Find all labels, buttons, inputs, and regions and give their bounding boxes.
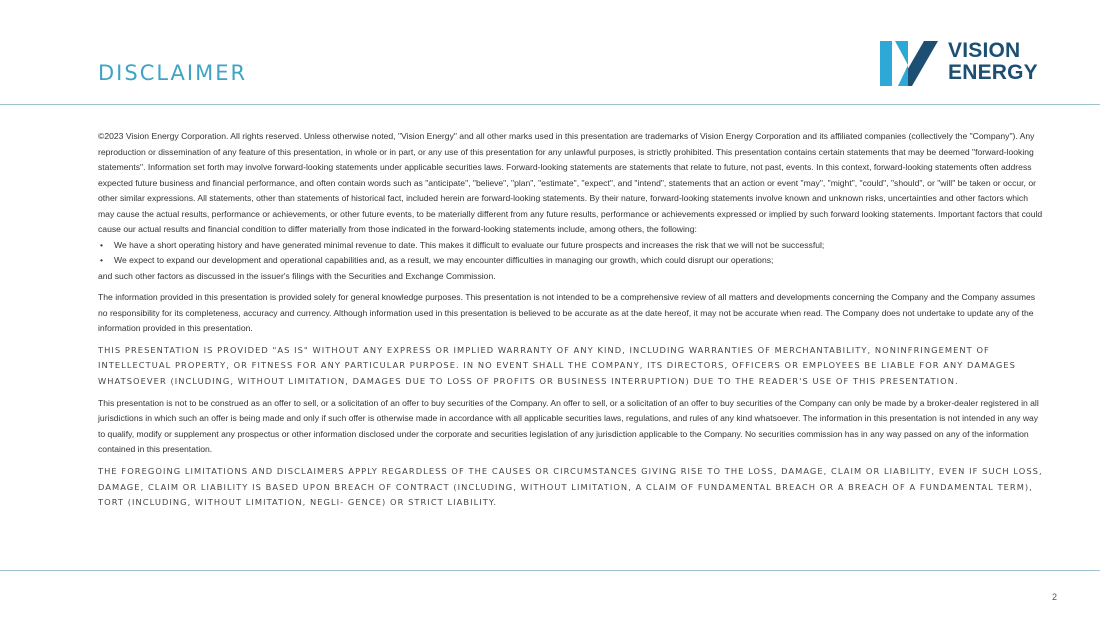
after-bullets-text: and such other factors as discussed in the issuer's filings with the Securities and Exchange Commission. <box>98 270 496 281</box>
logo-line-2: ENERGY <box>948 61 1038 84</box>
limitations-paragraph: THE FOREGOING LIMITATIONS AND DISCLAIMERS APPLY REGARDLESS OF THE CAUSES OR CIRCUMSTANCES GIVING RISE TO THE LOSS, DAMAGE, CLAIM OR LIABILITY, EVEN IF SUCH LOSS, DAMAGE, CLAIM OR LIABILITY IS BASED UPON BREACH OF CONTRACT (INCLUDING, WITHOUT LIMITATION, A CLAIM OF FUNDAMENTAL BREACH OR A BREACH OF A FUNDAMENTAL TERM), TORT (INCLUDING, WITHOUT LIMITATION, NEGLI- GENCE) OR STRICT LIABILITY. <box>98 465 1043 508</box>
intro-paragraph: ©2023 Vision Energy Corporation. All rights reserved. Unless otherwise noted, "Vision Energy" and all other marks used in this presentation are trademarks of Vision Energy Corporation and its affiliated companies (collectively the "Company"). Any reproduction or dissemination of any feature of this presentation, in whole or in part, or any use of this presentation for any unlawful purposes, is strictly prohibited. This presentation contains certain statements that may be deemed "forward-looking statements". Information set forth may involve forward-looking statements under applicable securities laws. Forward-looking statements are statements that relate to future, not past, events. In this context, forward-looking statements often address expected future business and financial performance, and often contain words such as "anticipate", "believe", "plan", "estimate", "expect", and "intend", statements that an action or event "may", "might", "could", "should", or "will" be taken or occur, or other similar expressions. All statements, other than statements of historical fact, included herein are forward-looking statements. By their nature, forward-looking statements involve known and unknown risks, uncertainties and other factors which may cause the actual results, performance or achievements, or other future events, to be materially different from any future results, performance or achievements expressed or implied by such forward looking statements. Important factors that could cause our actual results and financial condition to differ materially from those indicated in the forward-looking statements include, among others, the following: <box>98 131 1043 234</box>
vision-energy-logo <box>880 40 1060 88</box>
page-title: DISCLAIMER <box>98 61 248 85</box>
logo-mark-shadow <box>898 65 908 86</box>
disclaimer-body <box>98 129 1043 511</box>
logo-mark-icon <box>880 41 940 86</box>
page-number: 2 <box>1052 592 1058 602</box>
logo-mark-left-bar <box>880 41 892 86</box>
logo-wordmark <box>948 40 1038 84</box>
risk-bullet-2: • We expect to expand our development and operational capabilities and, as a result, we may encounter difficulties in managing our growth, which could disrupt our operations; <box>98 253 1043 269</box>
logo-line-1: VISION <box>948 39 1021 62</box>
footer-divider <box>0 570 1100 571</box>
general-info-paragraph: The information provided in this presentation is provided solely for general knowledge purposes. This presentation is not intended to be a comprehensive review of all matters and developments concerning the Company and the Company assumes no responsibility for its completeness, accuracy and currency. Although information used in this presentation is believed to be accurate as at the date hereof, it may not be accurate when read. The Company does not undertake to update any of the information provided in this presentation. <box>98 292 1036 333</box>
not-an-offer-paragraph: This presentation is not to be construed as an offer to sell, or a solicitation of an offer to buy securities of the Company. An offer to sell, or a solicitation of an offer to buy securities of the Company can only be made by a broker-dealer registered in all jurisdictions in which such an offer is being made and only if such offer is otherwise made in accordance with all applicable securities laws, regulations, and rules of any kind whatsoever. The information in this presentation is not intended in any way to qualify, modify or supplement any prospectus or other information disclosed under the corporate and securities legislation of any jurisdiction applicable to the Company. No securities commission has in any way passed on any of the information contained in this presentation. <box>98 397 1039 455</box>
as-is-warranty-paragraph: THIS PRESENTATION IS PROVIDED "AS IS" WITHOUT ANY EXPRESS OR IMPLIED WARRANTY OF ANY KIND, INCLUDING WARRANTIES OF MERCHANTABILITY, NONINFRINGEMENT OF INTELLECTUAL PROPERTY, OR FITNESS FOR ANY PARTICULAR PURPOSE. IN NO EVENT SHALL THE COMPANY, ITS DIRECTORS, OFFICERS OR EMPLOYEES BE LIABLE FOR ANY DAMAGES WHATSOEVER (INCLUDING, WITHOUT LIMITATION, DAMAGES DUE TO LOSS OF PROFITS OR BUSINESS INTERRUPTION) DUE TO THE READER'S USE OF THIS PRESENTATION. <box>98 344 1016 387</box>
header-divider <box>0 104 1100 105</box>
logo-mark-diagonal <box>895 41 908 65</box>
risk-bullet-1: • We have a short operating history and have generated minimal revenue to date. This makes it difficult to evaluate our future prospects and increases the risk that we will not be successful; <box>98 238 1043 254</box>
